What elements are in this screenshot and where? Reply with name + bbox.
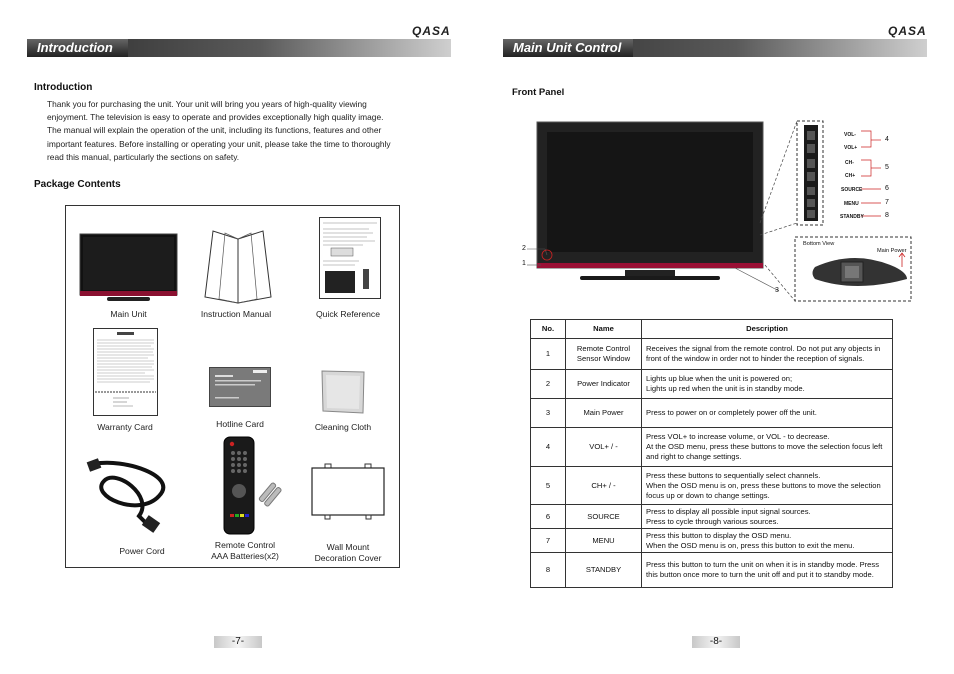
label-hotline-card: Hotline Card — [216, 419, 264, 429]
label-wall-mount — [305, 542, 391, 564]
row-description: Press VOL+ to increase volume, or VOL - to decrease. At the OSD menu, press these buttons to move the selection focus left and right to change settings. — [642, 428, 893, 467]
table-row — [531, 553, 893, 588]
row-name: MENU — [566, 529, 642, 553]
label-cleaning-cloth: Cleaning Cloth — [314, 422, 372, 432]
label-ch-minus: CH- — [845, 160, 854, 166]
callout-8: 8 — [885, 212, 889, 219]
callout-3: 3 — [775, 287, 779, 294]
row-description: Press these buttons to sequentially select channels. When the OSD menu is on, press these buttons to move the selection focus up or down to change settings. — [642, 467, 893, 505]
row-name: CH+ / - — [566, 467, 642, 505]
main-power-label: Main Power — [877, 248, 907, 254]
remote-control-image — [222, 436, 282, 536]
row-description: Press to display all possible input signal sources. Press to cycle through various sources. — [642, 505, 893, 529]
package-heading: Package Contents — [34, 179, 121, 190]
intro-paragraph — [47, 98, 427, 164]
label-power-cord: Power Cord — [119, 546, 165, 556]
row-description: Press this button to turn the unit on when it is in standby mode. Press this button once more to turn the unit off and put it to standby mode. — [642, 553, 893, 588]
table-row — [531, 399, 893, 428]
front-panel-diagram — [515, 115, 915, 307]
header-name: Name — [566, 320, 642, 339]
section-bar-left — [27, 39, 451, 57]
row-description: Lights up blue when the unit is powered on; Lights up red when the unit is in standby mode. — [642, 370, 893, 399]
label-remote-line1: Remote Control — [214, 540, 276, 550]
table-row — [531, 428, 893, 467]
row-description: Press this button to display the OSD menu. When the OSD menu is on, press this button to exit the menu. — [642, 529, 893, 553]
page-number-right: -8- — [692, 636, 740, 648]
label-vol-plus: VOL+ — [844, 145, 858, 151]
label-remote-line2: AAA Batteries(x2) — [211, 551, 279, 561]
header-description: Description — [642, 320, 893, 339]
label-warranty-card: Warranty Card — [97, 422, 153, 432]
label-quick-reference: Quick Reference — [315, 309, 380, 319]
callout-1: 1 — [522, 260, 526, 267]
main-unit-image — [79, 233, 178, 303]
table-row — [531, 505, 893, 529]
callout-5: 5 — [885, 164, 889, 171]
row-name: VOL+ / - — [566, 428, 642, 467]
intro-line: enjoyment. The television is easy to operate and provides exceptionally high quality image. — [47, 112, 384, 123]
intro-heading: Introduction — [34, 82, 93, 93]
table-row — [531, 467, 893, 505]
row-no: 6 — [531, 505, 566, 529]
label-source: SOURCE — [841, 187, 863, 193]
intro-line: read this manual, particularly the sections on safety. — [47, 151, 240, 162]
bottom-view-label: Bottom View — [803, 241, 835, 247]
row-no: 4 — [531, 428, 566, 467]
brand-logo-left: QASA — [412, 24, 451, 38]
row-name: Remote Control Sensor Window — [566, 339, 642, 370]
row-no: 5 — [531, 467, 566, 505]
quick-reference-image — [319, 217, 381, 299]
table-row — [531, 339, 893, 370]
label-wall-line1: Wall Mount — [326, 542, 370, 552]
row-no: 3 — [531, 399, 566, 428]
page-number-left: -7- — [214, 636, 262, 648]
row-name: STANDBY — [566, 553, 642, 588]
wall-mount-cover-image — [311, 463, 385, 523]
row-description: Press to power on or completely power off the unit. — [642, 399, 893, 428]
callout-2: 2 — [522, 245, 526, 252]
front-panel-heading: Front Panel — [512, 87, 565, 98]
label-ch-plus: CH+ — [845, 173, 856, 179]
hotline-card-image — [209, 367, 271, 407]
brand-logo-right: QASA — [888, 24, 927, 38]
row-name: Main Power — [566, 399, 642, 428]
section-title-right: Main Unit Control — [503, 39, 633, 57]
label-standby: STANDBY — [840, 214, 864, 220]
row-name: Power Indicator — [566, 370, 642, 399]
power-cord-image — [84, 456, 184, 536]
row-no: 1 — [531, 339, 566, 370]
callout-7: 7 — [885, 199, 889, 206]
row-no: 2 — [531, 370, 566, 399]
header-no: No. — [531, 320, 566, 339]
intro-line: Thank you for purchasing the unit. Your unit will bring you years of high-quality viewing — [47, 99, 367, 109]
label-main-unit: Main Unit — [110, 309, 147, 319]
warranty-card-image — [93, 328, 158, 416]
row-name: SOURCE — [566, 505, 642, 529]
section-title-left: Introduction — [27, 39, 128, 57]
label-instruction-manual: Instruction Manual — [200, 309, 272, 319]
section-bar-right — [503, 39, 927, 57]
table-row — [531, 529, 893, 553]
row-no: 8 — [531, 553, 566, 588]
cleaning-cloth-image — [320, 369, 366, 415]
label-remote-control — [200, 540, 290, 562]
row-no: 7 — [531, 529, 566, 553]
intro-line: The manual will explain the operation of the unit, including its functions, features and other — [47, 125, 382, 136]
callout-4: 4 — [885, 136, 889, 143]
callout-6: 6 — [885, 185, 889, 192]
label-menu: MENU — [844, 201, 859, 207]
table-header-row — [531, 320, 893, 339]
instruction-manual-image — [203, 229, 273, 305]
label-vol-minus: VOL- — [844, 132, 856, 138]
intro-line: important features. Before installing or operating your unit, please take the time to thoroughly — [47, 138, 391, 149]
row-description: Receives the signal from the remote control. Do not put any objects in front of the window in order not to hinder the reception of signals. — [642, 339, 893, 370]
table-row — [531, 370, 893, 399]
label-wall-line2: Decoration Cover — [314, 553, 382, 563]
controls-table — [530, 319, 893, 588]
